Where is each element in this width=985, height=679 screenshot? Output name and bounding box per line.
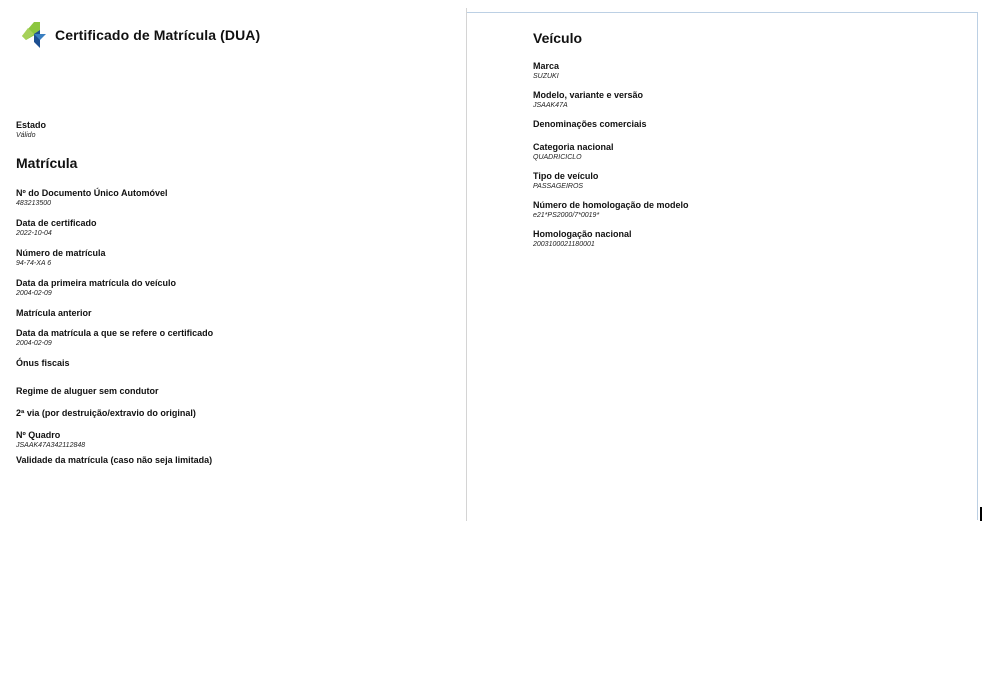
field-data-matricula-certificado: [16, 327, 436, 349]
field-value: 2003100021180001: [533, 241, 595, 248]
logo-icon: [20, 20, 48, 50]
field-homologacao-modelo: [533, 199, 953, 221]
header: [20, 20, 260, 50]
left-column: [16, 119, 436, 466]
field-marca: [533, 60, 953, 82]
field-value: 2004-02-09: [16, 290, 52, 297]
field-numero-matricula: [16, 247, 436, 269]
field-numero-quadro: [16, 429, 436, 451]
field-doc-numero: [16, 187, 436, 209]
field-matricula-anterior: [16, 307, 436, 319]
right-column: [533, 30, 953, 250]
field-value: Válido: [16, 132, 36, 139]
field-value: 483213500: [16, 200, 52, 207]
field-label: Tipo de veículo: [533, 171, 599, 181]
field-label: 2ª via (por destruição/extravio do original): [16, 408, 196, 418]
field-label: Modelo, variante e versão: [533, 90, 644, 100]
field-label: Número de homologação de modelo: [533, 200, 689, 210]
field-value: e21*PS2000/7*0019*: [533, 212, 600, 219]
field-label: Marca: [533, 61, 560, 71]
field-onus-fiscais: [16, 357, 436, 369]
field-denominacoes: [533, 118, 953, 130]
field-label: Nº Quadro: [16, 430, 61, 440]
field-label: Número de matrícula: [16, 248, 106, 258]
field-categoria-nacional: [533, 141, 953, 163]
field-value: QUADRICICLO: [533, 154, 582, 161]
field-label: Regime de aluguer sem condutor: [16, 386, 159, 396]
document-title: Certificado de Matrícula (DUA): [55, 27, 261, 43]
field-label: Homologação nacional: [533, 229, 632, 239]
field-label: Matrícula anterior: [16, 308, 92, 318]
field-label: Estado: [16, 120, 47, 130]
field-label: Data da primeira matrícula do veículo: [16, 278, 177, 288]
field-value: 2004-02-09: [16, 340, 52, 347]
field-validade-matricula: [16, 454, 436, 466]
field-segunda-via: [16, 407, 436, 419]
field-value: 94-74-XA 6: [16, 260, 52, 267]
field-label: Data da matrícula a que se refere o certificado: [16, 328, 214, 338]
field-data-certificado: [16, 217, 436, 239]
text-cursor-icon: [980, 507, 982, 521]
field-value: 2022-10-04: [16, 230, 52, 237]
field-label: Data de certificado: [16, 218, 97, 228]
field-tipo-veiculo: [533, 170, 953, 192]
estado-field: [16, 119, 436, 141]
field-label: Validade da matrícula (caso não seja limitada): [16, 455, 213, 465]
field-label: Denominações comerciais: [533, 119, 647, 129]
field-label: Ónus fiscais: [16, 358, 70, 368]
field-label: Categoria nacional: [533, 142, 614, 152]
veiculo-section-title: Veículo: [533, 30, 583, 46]
field-value: PASSAGEIROS: [533, 183, 584, 190]
field-value: SUZUKI: [533, 73, 559, 80]
field-regime-aluguer: [16, 385, 436, 397]
matricula-section-title: Matrícula: [16, 155, 78, 171]
field-primeira-matricula: [16, 277, 436, 299]
field-label: Nº do Documento Único Automóvel: [16, 188, 168, 198]
field-value: JSAAK47A: [533, 102, 568, 109]
field-value: JSAAK47A342112848: [16, 442, 86, 449]
field-homologacao-nacional: [533, 228, 953, 250]
field-modelo: [533, 89, 953, 111]
